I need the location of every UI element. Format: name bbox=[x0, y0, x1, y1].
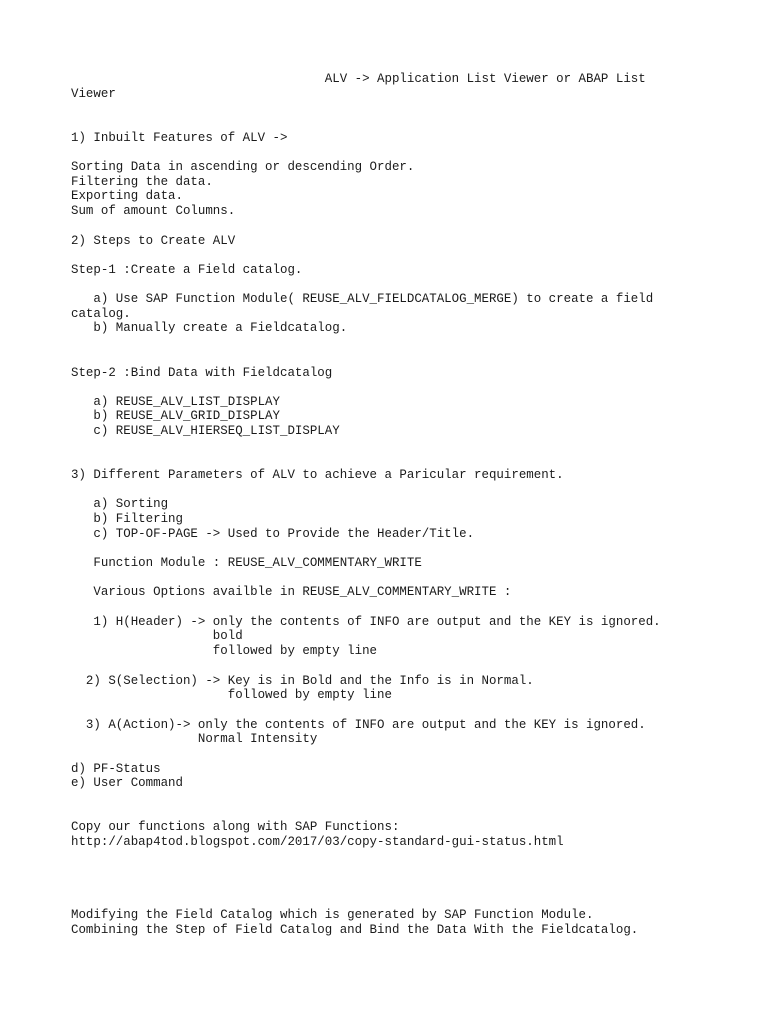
closing-line-2: Combining the Step of Field Catalog and Bind the Data With the Fieldcatalog. bbox=[71, 923, 639, 937]
option-header-line-2: bold bbox=[71, 629, 243, 643]
parameter-item-top-of-page: c) TOP-OF-PAGE -> Used to Provide the Header/Title. bbox=[71, 527, 475, 541]
option-selection-line-2: followed by empty line bbox=[71, 688, 392, 702]
step-2-option-c: c) REUSE_ALV_HIERSEQ_LIST_DISPLAY bbox=[71, 424, 340, 438]
parameter-item-filtering: b) Filtering bbox=[71, 512, 183, 526]
option-action-line-2: Normal Intensity bbox=[71, 732, 318, 746]
option-header-line-3: followed by empty line bbox=[71, 644, 378, 658]
copy-functions-label: Copy our functions along with SAP Functions: bbox=[71, 820, 400, 834]
parameter-item-sorting: a) Sorting bbox=[71, 497, 169, 511]
option-header-line-1: 1) H(Header) -> only the contents of INFO are output and the KEY is ignored. bbox=[71, 615, 661, 629]
closing-line-1: Modifying the Field Catalog which is generated by SAP Function Module. bbox=[71, 908, 594, 922]
step-2-heading: Step-2 :Bind Data with Fieldcatalog bbox=[71, 366, 333, 380]
document-title-line-1: ALV -> Application List Viewer or ABAP List bbox=[71, 72, 646, 86]
section-1-heading: 1) Inbuilt Features of ALV -> bbox=[71, 131, 288, 145]
document-title-line-2: Viewer bbox=[71, 87, 116, 101]
feature-item-filtering: Filtering the data. bbox=[71, 175, 213, 189]
section-3-heading: 3) Different Parameters of ALV to achieve a Paricular requirement. bbox=[71, 468, 564, 482]
step-1-option-a-line-1: a) Use SAP Function Module( REUSE_ALV_FIELDCATALOG_MERGE) to create a field bbox=[71, 292, 654, 306]
parameter-item-user-command: e) User Command bbox=[71, 776, 183, 790]
step-1-option-b: b) Manually create a Fieldcatalog. bbox=[71, 321, 348, 335]
option-selection-line-1: 2) S(Selection) -> Key is in Bold and the Info is in Normal. bbox=[71, 674, 534, 688]
step-1-option-a-line-2: catalog. bbox=[71, 307, 131, 321]
step-2-option-a: a) REUSE_ALV_LIST_DISPLAY bbox=[71, 395, 280, 409]
step-2-option-b: b) REUSE_ALV_GRID_DISPLAY bbox=[71, 409, 280, 423]
option-action-line-1: 3) A(Action)-> only the contents of INFO are output and the KEY is ignored. bbox=[71, 718, 646, 732]
section-2-heading: 2) Steps to Create ALV bbox=[71, 234, 236, 248]
copy-functions-url: http://abap4tod.blogspot.com/2017/03/copy-standard-gui-status.html bbox=[71, 835, 564, 849]
function-module-line: Function Module : REUSE_ALV_COMMENTARY_WRITE bbox=[71, 556, 422, 570]
parameter-item-pf-status: d) PF-Status bbox=[71, 762, 161, 776]
step-1-heading: Step-1 :Create a Field catalog. bbox=[71, 263, 303, 277]
feature-item-sorting: Sorting Data in ascending or descending Order. bbox=[71, 160, 415, 174]
options-heading: Various Options availble in REUSE_ALV_COMMENTARY_WRITE : bbox=[71, 585, 512, 599]
feature-item-sum: Sum of amount Columns. bbox=[71, 204, 236, 218]
feature-item-exporting: Exporting data. bbox=[71, 189, 183, 203]
